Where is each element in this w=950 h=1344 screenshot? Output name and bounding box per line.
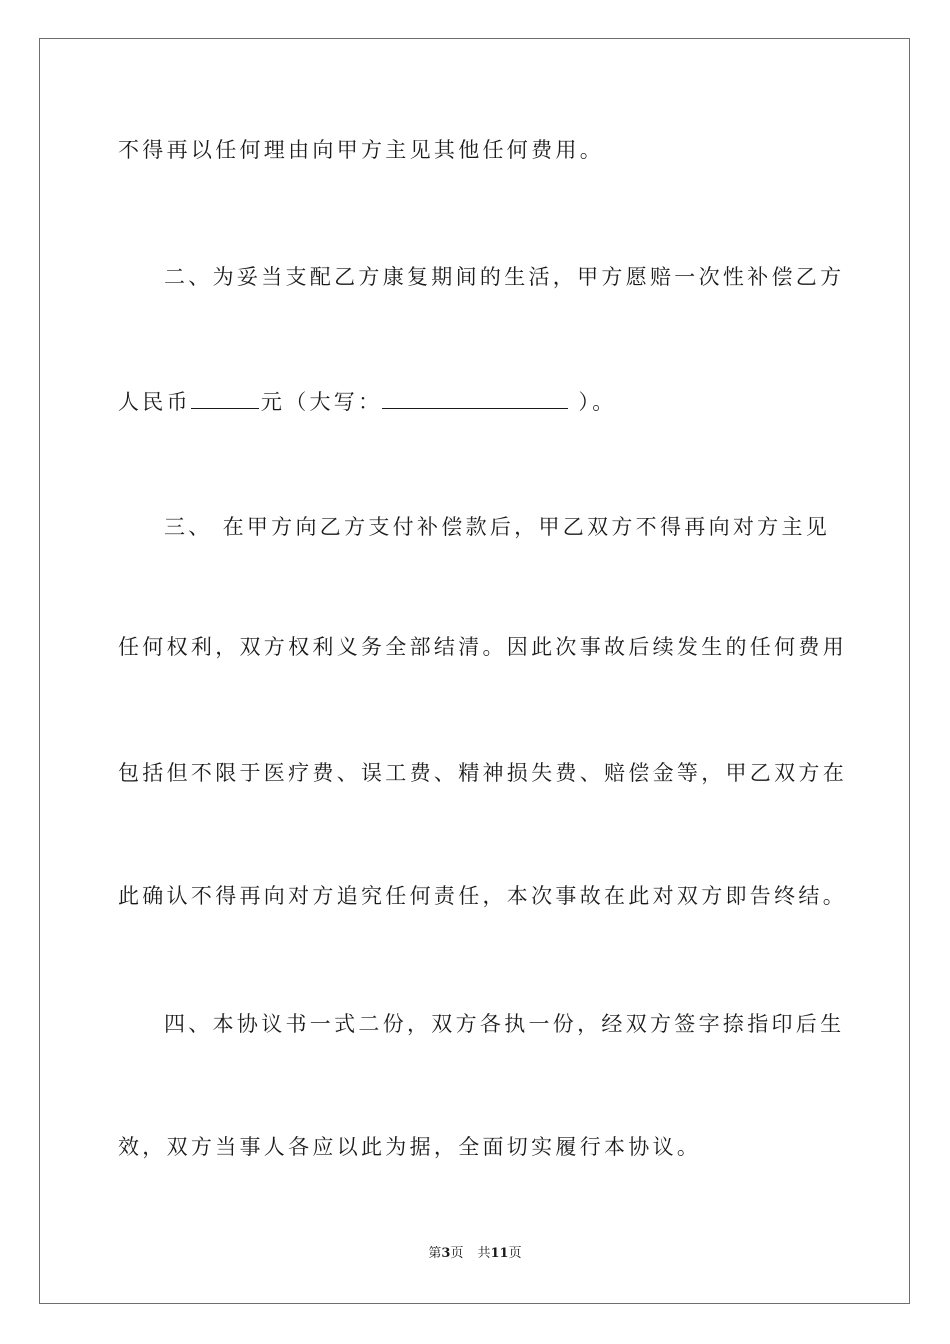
clause-3-line-3: 包括但不限于医疗费、误工费、精神损失费、赔偿金等，甲乙双方在 [118,761,847,785]
clause-4-line-2: 效，双方当事人各应以此为据，全面切实履行本协议。 [118,1135,702,1159]
clause-2-line-1: 二、为妥当支配乙方康复期间的生活，甲方愿赔一次性补偿乙方 [164,265,845,289]
amount-suffix: ）。 [578,390,617,414]
page-current: 3 [441,1246,451,1261]
amount-words-blank [382,390,568,409]
clause-2-amount-line [118,387,617,417]
amount-middle: 元（大写： [260,390,383,414]
page-label-pre: 第 [428,1246,442,1261]
clause-3-line-4: 此确认不得再向对方追究任何责任，本次事故在此对双方即告终结。 [118,884,847,908]
amount-prefix: 人民币 [118,390,191,414]
clause-3-line-1: 三、 在甲方向乙方支付补偿款后，甲乙双方不得再向对方主见 [164,515,831,539]
page-total: 11 [490,1246,509,1261]
clause-3-line-2: 任何权利，双方权利义务全部结清。因此次事故后续发生的任何费用 [118,635,847,659]
amount-blank [191,390,259,409]
page-footer [0,1245,950,1263]
total-label-pre: 共 [477,1246,491,1261]
clause-4-line-1: 四、本协议书一式二份，双方各执一份，经双方签字捺指印后生 [164,1012,845,1036]
text-line-1: 不得再以任何理由向甲方主见其他任何费用。 [118,138,604,162]
page-border [39,38,910,1304]
total-label-post: 页 [508,1246,522,1261]
page-label-post: 页 [450,1246,464,1261]
